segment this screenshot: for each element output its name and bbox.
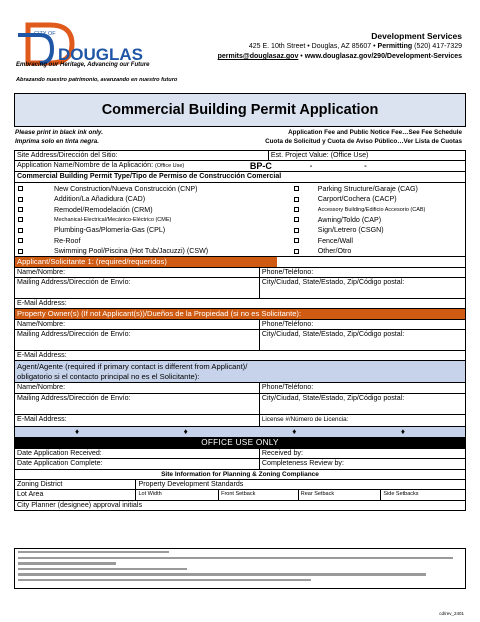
diamond-icon: ♦ [75,426,80,436]
fee-instructions: Application Fee and Public Notice Fee…See Fee Schedule Cuota de Solicitud y Cuota de Aviso Público…Ver Lista de Cuotas [265,129,462,145]
lot-width-field[interactable]: Lot Width [135,490,218,499]
svg-text:DOUGLAS: DOUGLAS [58,45,143,64]
checkbox-option[interactable]: Parking Structure/Garaje (CAG) [291,184,465,194]
checkbox-icon[interactable] [294,238,299,243]
fine-print-notes [14,548,466,589]
permit-number-field: BP-C - - [249,160,367,171]
department-name: Development Services [371,31,462,41]
checkbox-icon[interactable] [18,249,23,254]
checkbox-icon[interactable] [294,186,299,191]
owner-name-field[interactable]: Name/Nombre: [17,319,66,328]
address-line: 425 E. 10th Street • Douglas, AZ 85607 • Permitting (520) 417-7329 [248,42,462,50]
agent-address-row [15,394,465,415]
svg-text:CITY OF: CITY OF [34,31,56,37]
applicant-address-row [15,278,465,299]
permit-type-left-column [15,184,291,257]
checkbox-icon[interactable] [294,207,299,212]
agent-email-row [15,415,465,427]
agent-name-row [15,383,465,393]
application-name-field[interactable]: Application Name/Nombre de la Aplicación: (Office Use) [17,161,185,170]
checkbox-icon[interactable] [18,197,23,202]
site-address-row [15,151,465,161]
application-name-row [15,161,465,172]
owner-city-field[interactable]: City/Ciudad, State/Estado, Zip/Código postal: [259,330,465,350]
applicant-city-field[interactable]: City/Ciudad, State/Estado, Zip/Código postal: [259,278,465,298]
permit-type-heading: Commercial Building Permit Type/Tipo de Permiso de Construcción Comercial [17,172,282,181]
checkbox-option[interactable]: New Construction/Nueva Construcción (CNP) [15,184,291,194]
received-by-field[interactable]: Received by: [259,449,465,458]
permit-type-options [15,183,465,258]
website-link[interactable]: www.douglasaz.gov/290/Development-Services [304,53,462,60]
email-web-line: permits@douglasaz.gov • www.douglasaz.gov/290/Development-Services [217,53,462,60]
development-standards-field[interactable]: Property Development Standards [135,480,465,489]
checkbox-icon[interactable] [18,238,23,243]
checkbox-option[interactable]: Remodel/Remodelación (CRM) [15,204,291,214]
checkbox-icon[interactable] [294,197,299,202]
front-setback-field[interactable]: Front Setback [218,490,298,499]
city-of-douglas-logo [14,23,164,67]
date-complete-field[interactable]: Date Application Complete: [17,459,103,468]
received-row [15,449,465,459]
office-use-banner: OFFICE USE ONLY [15,438,465,449]
checkbox-option[interactable]: Mechanical-Electrical/Mecánico-Eléctrico (CME) [15,215,291,225]
page-title: Commercial Building Permit Application [101,102,379,118]
date-received-field[interactable]: Date Application Received: [17,449,102,458]
applicant-name-row [15,268,465,278]
permit-form [14,150,466,511]
diamond-icon: ♦ [400,426,405,436]
applicant-mailing-field[interactable]: Mailing Address/Dirección de Envío: [17,277,131,286]
site-address-field[interactable]: Site Address/Dirección del Sitio: [17,151,118,159]
owner-mailing-field[interactable]: Mailing Address/Dirección de Envío: [17,329,131,338]
owner-address-row [15,330,465,351]
checkbox-icon[interactable] [294,217,299,222]
agent-heading-row [15,361,465,383]
checkbox-icon[interactable] [294,228,299,233]
checkbox-icon[interactable] [18,228,23,233]
applicant-heading: Applicant/Solicitante 1: (required/requeridos) [15,257,277,266]
tagline-spanish: Abrazando nuestro patrimonio, avanzando en nuestro futuro [16,77,178,83]
agent-phone-field[interactable]: Phone/Teléfono: [259,383,465,392]
agent-heading: Agent/Agente (required if primary contact is different from Applicant)/ obligatorio si el contacto principal no es el Solicitante): [15,361,465,382]
site-info-row [15,470,465,480]
title-banner [14,93,466,127]
revision-code: cd/rev_2401 [439,611,464,616]
owner-heading-row [15,309,465,319]
owner-heading: Property Owner(s) (If not Applicant(s))/Dueños de la Propiedad (si no es Solicitante): [15,309,465,318]
checkbox-option[interactable]: Other/Otro [291,246,465,256]
agent-mailing-field[interactable]: Mailing Address/Dirección de Envío: [17,393,131,402]
zoning-row [15,480,465,490]
checkbox-option[interactable]: Awning/Toldo (CAP) [291,215,465,225]
checkbox-option[interactable]: Addition/La Añadidura (CAD) [15,194,291,204]
agent-name-field[interactable]: Name/Nombre: [17,383,66,392]
ink-instructions: Please print in black ink only. Imprima solo en tinta negra. [15,129,103,145]
zoning-district-field[interactable]: Zoning District [17,479,63,488]
planner-row [15,501,465,511]
diamond-icon: ♦ [292,426,297,436]
owner-email-row [15,351,465,361]
checkbox-option[interactable]: Carport/Cochera (CACP) [291,194,465,204]
diamond-icon: ♦ [183,426,188,436]
permit-code: BP-C [249,160,272,171]
checkbox-icon[interactable] [294,249,299,254]
planner-approval-field[interactable]: City Planner (designee) approval initials [17,500,142,509]
checkbox-icon[interactable] [18,217,23,222]
side-setbacks-field[interactable]: Side Setbacks [380,490,465,499]
checkbox-option[interactable]: Fence/Wall [291,236,465,246]
agent-license-field[interactable]: License #/Número de Licencia: [259,415,465,426]
office-diamonds [15,427,465,437]
applicant-name-field[interactable]: Name/Nombre: [17,267,66,276]
agent-city-field[interactable]: City/Ciudad, State/Estado, Zip/Código postal: [259,394,465,414]
project-value-field[interactable]: Est. Project Value: (Office Use) [268,151,465,160]
email-link[interactable]: permits@douglasaz.gov [217,53,299,60]
site-info-heading: Site Information for Planning & Zoning Compliance [161,470,319,478]
complete-row [15,459,465,469]
owner-email-field[interactable]: E-Mail Address: [17,350,67,359]
owner-phone-field[interactable]: Phone/Teléfono: [259,320,465,329]
lot-area-field[interactable]: Lot Area [17,490,44,499]
applicant-email-row [15,299,465,309]
agent-email-field[interactable]: E-Mail Address: [17,414,67,423]
checkbox-option[interactable]: Plumbing-Gas/Plomería-Gas (CPL) [15,225,291,235]
applicant-heading-row [15,257,465,267]
applicant-phone-field[interactable]: Phone/Teléfono: [259,268,465,277]
checkbox-icon[interactable] [18,186,23,191]
contact-block [218,31,462,63]
tagline: Embracing our Heritage, Advancing our Future [16,62,150,68]
checkbox-option[interactable]: Swimming Pool/Piscina (Hot Tub/Jacuzzi) (CSW) [15,246,291,256]
checkbox-option[interactable]: Re-Roof [15,236,291,246]
office-use-banner-row [15,438,465,450]
checkbox-option[interactable]: Sign/Letrero (CSGN) [291,225,465,235]
permit-type-right-column [291,184,465,257]
checkbox-icon[interactable] [18,207,23,212]
owner-name-row [15,320,465,330]
permit-type-heading-row [15,172,465,182]
rear-setback-field[interactable]: Rear Setback [298,490,381,499]
office-diamonds-row [15,427,465,438]
applicant-email-field[interactable]: E-Mail Address: [17,298,67,307]
checkbox-option[interactable]: Accessory Building/Edificio Accesorio (CAB) [291,204,465,214]
completeness-review-field[interactable]: Completeness Review by: [259,459,465,468]
lot-row [15,490,465,500]
